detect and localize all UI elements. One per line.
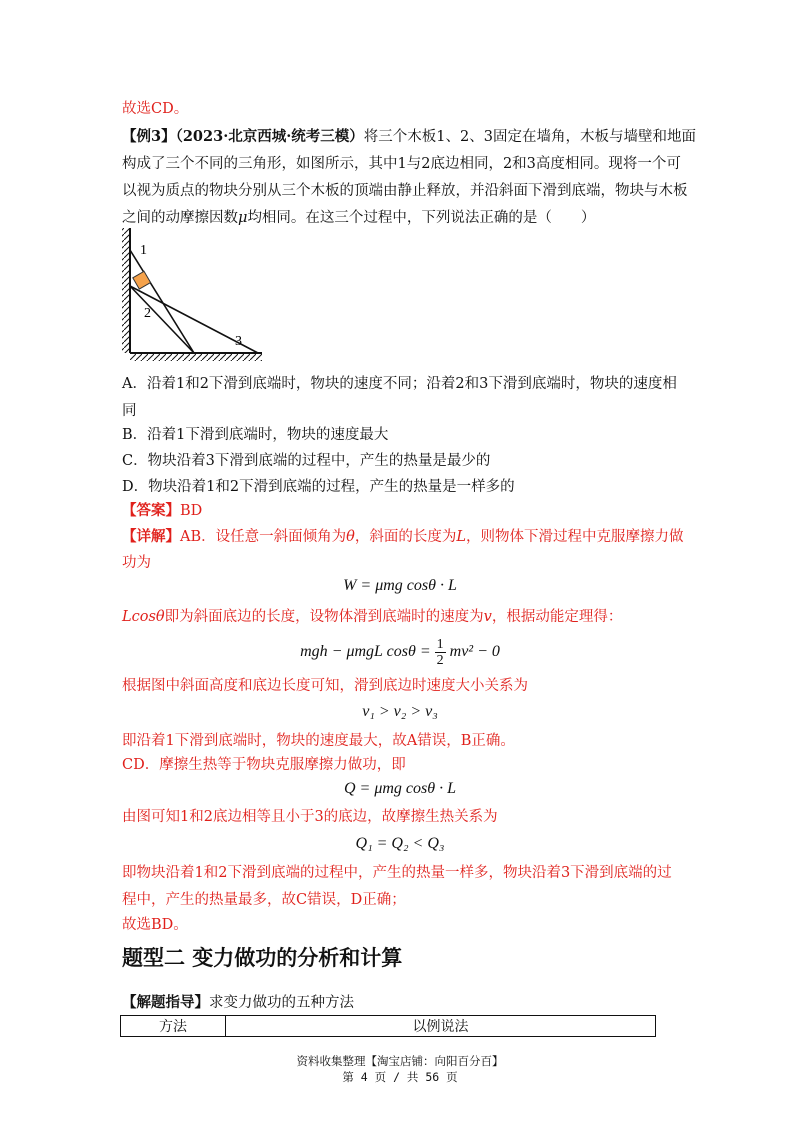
eq-fraction: [435, 637, 446, 668]
theta-symbol: θ: [346, 529, 355, 545]
section-heading: [122, 942, 402, 972]
detail-ab-line2: 功为: [122, 555, 151, 571]
lcos-text-c: ，根据动能定理得：: [491, 609, 623, 625]
mu-symbol: μ: [238, 210, 248, 226]
guide-line: [122, 989, 354, 1017]
equation-heat-compare: Q₁ = Q₂ < Q₃: [355, 835, 445, 852]
lcos-text: 即为斜面底边的长度，设物体滑到底端时的速度为: [164, 609, 484, 625]
label-2: 2: [144, 306, 151, 321]
label-1: 1: [140, 243, 147, 258]
board-1: [130, 250, 194, 353]
heat-line2: 程中，产生的热量最多，故C错误，D正确；: [122, 892, 406, 908]
v-symbol: v: [483, 609, 492, 625]
eq-energy-right: mv² − 0: [449, 643, 500, 660]
option-a-line2: 同: [122, 403, 137, 419]
heat-line1: 即物块沿着1和2下滑到底端的过程中，产生的热量一样多，物块沿着3下滑到底端的过: [122, 865, 672, 881]
equation-work: W = μmg cosθ · L: [343, 577, 457, 594]
stem-text-4a: 之间的动摩擦因数: [122, 210, 238, 226]
speed-intro: 根据图中斜面高度和底边长度可知，滑到底边时速度大小关系为: [122, 678, 528, 694]
wall-hatch: [122, 228, 130, 353]
footer-source: 资料收集整理【淘宝店铺：向阳百分百】: [296, 1054, 504, 1068]
option-c: C．物块沿着3下滑到底端的过程中，产生的热量是最少的: [122, 453, 491, 469]
answer-value: BD: [180, 503, 203, 519]
stem-text-4b: 均相同。在这三个过程中，下列说法正确的是（ ）: [247, 210, 596, 226]
equation-speed: v₁ > v₂ > v₃: [362, 703, 438, 720]
table-header-row: [121, 1016, 656, 1037]
example-stem-line1: [122, 123, 696, 151]
footer-page-number: 第 4 页 / 共 56 页: [342, 1070, 458, 1084]
example-stem-line2: 构成了三个不同的三角形，如图所示，其中1与2底边相同，2和3高度相同。现将一个可: [122, 156, 681, 172]
detail-label: 【详解】: [122, 528, 180, 545]
answer: [122, 497, 202, 525]
heat-intro: 由图可知1和2底边相等且小于3的底边，故摩擦生热关系为: [122, 809, 498, 825]
detail-ab-text-a: AB．设任意一斜面倾角为: [180, 529, 347, 545]
equation-heat-Q: Q = μmg cosθ · L: [343, 780, 457, 797]
block: [133, 271, 151, 289]
equation-energy: [0, 634, 800, 670]
final-choice: 故选BD。: [122, 917, 188, 933]
option-a-line1: A．沿着1和2下滑到底端时，物块的速度不同；沿着2和3下滑到底端时，物块的速度相: [122, 376, 677, 392]
detail-lcos-line: [122, 603, 622, 631]
incline-figure: [118, 222, 268, 364]
example-stem-line3: 以视为质点的物块分别从三个木板的顶端由静止释放，并沿斜面下滑到底端，物块与木板: [122, 183, 688, 199]
eq-fraction-den: 2: [436, 652, 444, 668]
eq-energy-left: mgh − μmgL cosθ =: [300, 643, 431, 660]
table-header-method: 方法: [121, 1016, 226, 1037]
table-header-example: 以例说法: [226, 1016, 656, 1037]
guide-text: 求变力做功的五种方法: [209, 995, 354, 1011]
eq-fraction-num: 1: [436, 636, 444, 652]
option-b: B．沿着1下滑到底端时，物块的速度最大: [122, 427, 389, 443]
L-symbol: L: [456, 529, 467, 545]
board-2: [130, 286, 194, 353]
lcos-term: Lcosθ: [122, 609, 165, 625]
section-title: 题型二 变力做功的分析和计算: [122, 946, 403, 970]
detail-ab-text-b: ，斜面的长度为: [354, 529, 457, 545]
floor-hatch: [130, 353, 262, 361]
methods-table: [120, 1015, 656, 1037]
detail-ab-text-c: ，则物体下滑过程中克服摩擦力做: [466, 529, 684, 545]
option-d: D．物块沿着1和2下滑到底端的过程，产生的热量是一样多的: [122, 479, 515, 495]
guide-label: 【解题指导】: [122, 994, 209, 1011]
example-label: 【例3】: [122, 128, 176, 145]
label-3: 3: [235, 334, 242, 349]
speed-conclusion: 即沿着1下滑到底端时，物块的速度最大，故A错误，B正确。: [122, 733, 515, 749]
stem-text-1: 将三个木板1、2、3固定在墙角，木板与墙壁和地面: [363, 129, 696, 145]
answer-label: 【答案】: [122, 502, 180, 519]
example-source: （2023·北京西城·统考三模）: [175, 128, 364, 145]
previous-conclusion: 故选CD。: [122, 101, 189, 117]
detail-ab-line1: [122, 523, 684, 551]
cd-intro: CD．摩擦生热等于物块克服摩擦力做功，即: [122, 757, 406, 773]
